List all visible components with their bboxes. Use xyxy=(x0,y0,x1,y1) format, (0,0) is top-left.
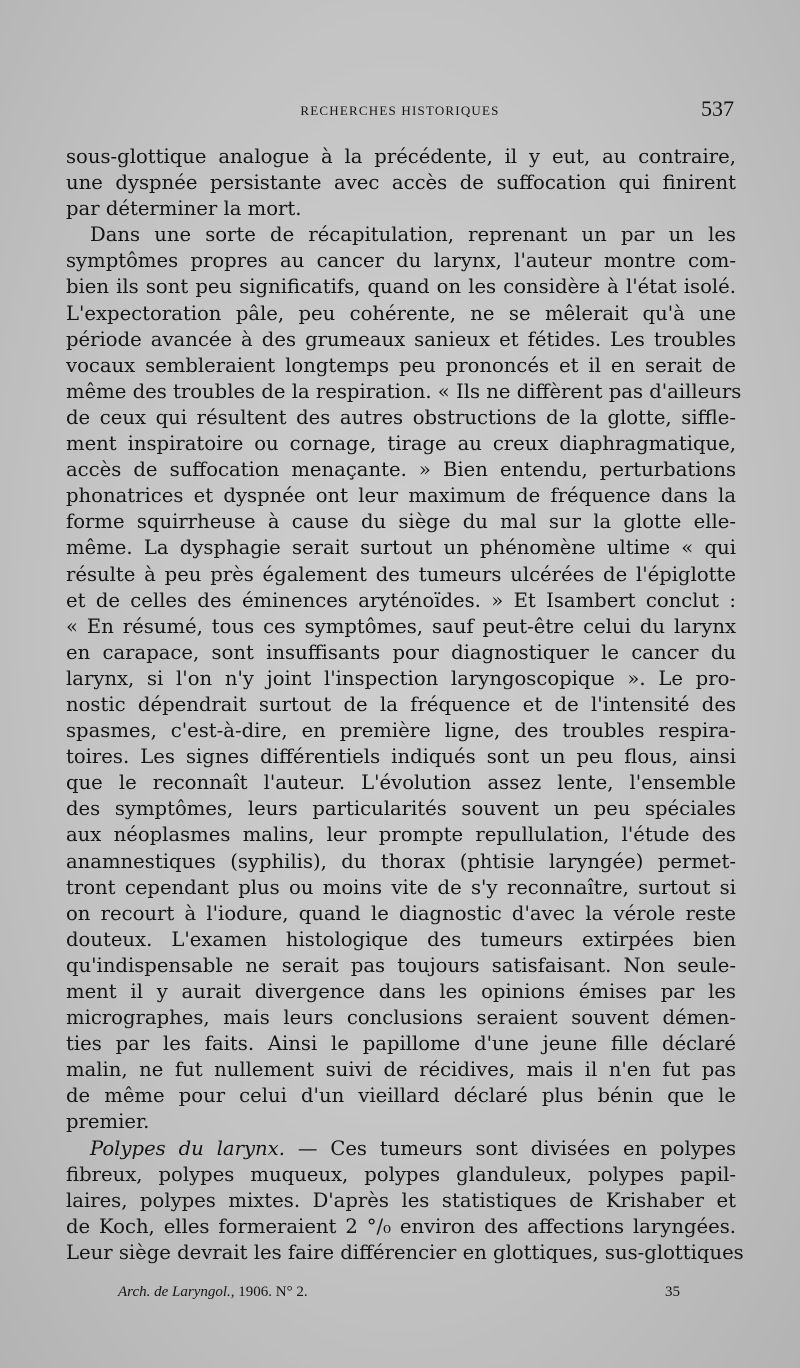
text-line: Leur siège devrait les faire différencier en glottiques, sus-glottiques xyxy=(66,1240,744,1264)
text-line: résulte à peu près également des tumeurs ulcérées de l'épiglotte xyxy=(66,562,736,586)
text-line: toires. Les signes différentiels indiqués sont un peu flous, ainsi xyxy=(66,745,736,769)
text-line: bien ils sont peu significatifs, quand on les considère à l'état isolé. xyxy=(66,275,736,299)
text-fragment: — Ces tumeurs sont divisées en polypes xyxy=(284,1136,737,1160)
text-line: fibreux, polypes muqueux, polypes glanduleux, polypes papil- xyxy=(66,1162,736,1186)
running-head: RECHERCHES HISTORIQUES xyxy=(300,103,500,118)
text-line: ment il y aurait divergence dans les opinions émises par les xyxy=(66,980,736,1003)
page-number: 537 xyxy=(701,96,734,121)
text-line: symptômes propres au cancer du larynx, l'auteur montre com- xyxy=(66,249,736,273)
journal-title: Arch. de Laryngol., xyxy=(118,1284,235,1300)
text-line: par déterminer la mort. xyxy=(66,197,302,221)
text-line: sous-glottique analogue à la précédente, il y eut, au contraire, xyxy=(66,145,736,168)
text-line: de ceux qui résultent des autres obstructions de la glotte, siffle- xyxy=(66,405,736,429)
text-line: premier. xyxy=(66,1110,150,1134)
text-line: en carapace, sont insuffisants pour diagnostiquer le cancer du xyxy=(66,640,736,664)
text-line: de même pour celui d'un vieillard déclaré plus bénin que le xyxy=(66,1084,736,1108)
signature-mark: 35 xyxy=(665,1284,680,1300)
text-line: de Koch, elles formeraient 2 °/₀ environ des affections laryngées. xyxy=(66,1214,736,1238)
text-line: même. La dysphagie serait surtout un phénomène ultime « qui xyxy=(66,536,736,560)
text-line: phonatrices et dyspnée ont leur maximum de fréquence dans la xyxy=(66,484,736,508)
text-line: L'expectoration pâle, peu cohérente, ne se mêlerait qu'à une xyxy=(66,301,736,325)
page-footer xyxy=(118,1284,680,1306)
text-line: période avancée à des grumeaux sanieux et fétides. Les troubles xyxy=(66,327,736,351)
text-line: on recourt à l'iodure, quand le diagnostic d'avec la vérole reste xyxy=(66,901,736,925)
text-line: ties par les faits. Ainsi le papillome d'une jeune fille déclaré xyxy=(66,1032,736,1056)
text-line: même des troubles de la respiration. « Ils ne diffèrent pas d'ailleurs xyxy=(66,379,742,403)
text-line: anamnestiques (syphilis), du thorax (phtisie laryngée) permet- xyxy=(66,849,736,873)
text-line: aux néoplasmes malins, leur prompte repullulation, l'étude des xyxy=(66,823,736,847)
text-line: micrographes, mais leurs conclusions seraient souvent démen- xyxy=(66,1006,736,1030)
text-line: que le reconnaît l'auteur. L'évolution assez lente, l'ensemble xyxy=(66,771,736,795)
text-line: laires, polypes mixtes. D'après les statistiques de Krishaber et xyxy=(66,1188,736,1212)
text-line: malin, ne fut nullement suivi de récidives, mais il n'en fut pas xyxy=(66,1058,736,1082)
text-line: une dyspnée persistante avec accès de suffocation qui finirent xyxy=(66,171,736,195)
section-heading-polypes: Polypes du larynx. xyxy=(90,1136,285,1160)
journal-issue: 1906. N° 2. xyxy=(234,1284,308,1300)
page-header xyxy=(66,96,734,126)
text-line: forme squirrheuse à cause du siège du mal sur la glotte elle- xyxy=(66,510,736,534)
text-line: larynx, si l'on n'y joint l'inspection laryngoscopique ». Le pro- xyxy=(66,666,736,690)
text-line: tront cependant plus ou moins vite de s'y reconnaître, surtout si xyxy=(66,875,736,899)
polypes-paragraph-first-line xyxy=(66,1136,736,1162)
journal-reference xyxy=(118,1284,308,1301)
text-line: et de celles des éminences aryténoïdes. » Et Isambert conclut : xyxy=(66,588,736,612)
text-line: accès de suffocation menaçante. » Bien entendu, perturbations xyxy=(66,458,736,482)
text-line: des symptômes, leurs particularités souvent un peu spéciales xyxy=(66,797,736,821)
text-line: qu'indispensable ne serait pas toujours satisfaisant. Non seule- xyxy=(66,953,736,977)
text-line: ment inspiratoire ou cornage, tirage au creux diaphragmatique, xyxy=(66,432,736,456)
text-line: vocaux sembleraient longtemps peu prononcés et il en serait de xyxy=(66,353,736,377)
text-line: douteux. L'examen histologique des tumeurs extirpées bien xyxy=(66,927,736,951)
text-line: spasmes, c'est-à-dire, en première ligne, des troubles respira- xyxy=(66,719,736,743)
text-line: nostic dépendrait surtout de la fréquence et de l'intensité des xyxy=(66,692,736,716)
body-text xyxy=(66,144,744,1266)
text-line: « En résumé, tous ces symptômes, sauf peut-être celui du larynx xyxy=(66,614,736,638)
text-line: Dans une sorte de récapitulation, reprenant un par un les xyxy=(90,223,736,247)
